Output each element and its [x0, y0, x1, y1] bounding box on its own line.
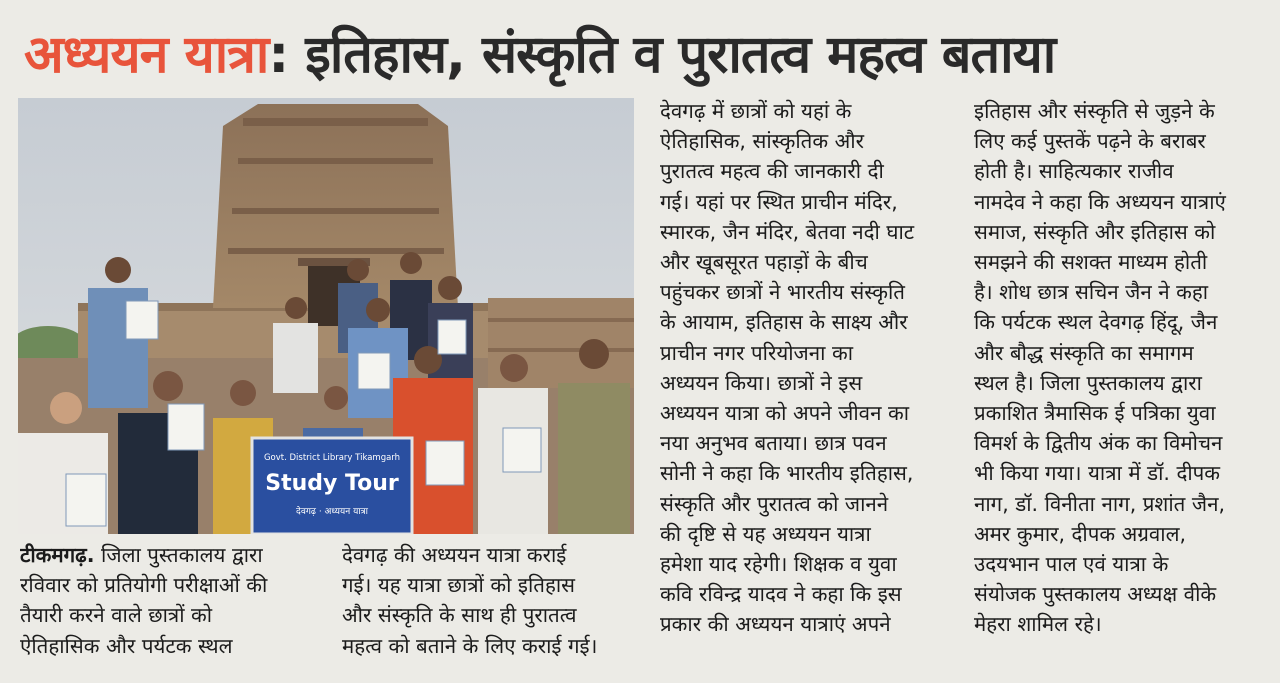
article-line: संस्कृति और पुरातत्व को जानने: [660, 491, 889, 516]
article-line: रविवार को प्रतियोगी परीक्षाओं की: [20, 573, 268, 598]
article-line: है। शोध छात्र सचिन जैन ने कहा: [974, 280, 1209, 305]
dateline: टीकमगढ़.: [20, 543, 95, 567]
article-column-4: [974, 96, 1264, 676]
article-line: देवगढ़ की अध्ययन यात्रा कराई: [342, 543, 567, 567]
headline-separator: :: [268, 25, 306, 85]
study-tour-banner: [252, 438, 412, 534]
article-line: लिए कई पुस्तकें पढ़ने के बराबर: [974, 129, 1206, 154]
group-photo-illustration: [18, 98, 634, 534]
article-line: नाग, डॉ. विनीता नाग, प्रशांत जैन,: [974, 491, 1225, 516]
news-photo: [18, 98, 634, 534]
article-line: समाज, संस्कृति और इतिहास को: [974, 219, 1216, 244]
banner-title: Study Tour: [265, 471, 399, 496]
article-line: गई। यहां पर स्थित प्राचीन मंदिर,: [660, 189, 898, 214]
article-line: तैयारी करने वाले छात्रों को: [20, 603, 213, 628]
headline-main: इतिहास, संस्कृति व पुरातत्व महत्व बताया: [305, 25, 1056, 85]
banner-line-3: देवगढ़ · अध्ययन यात्रा: [296, 507, 368, 517]
article-line: अमर कुमार, दीपक अग्रवाल,: [974, 521, 1186, 546]
article-line: नया अनुभव बताया। छात्र पवन: [660, 431, 887, 456]
article-line: प्रकार की अध्ययन यात्राएं अपने: [660, 612, 891, 637]
article-line: मेहरा शामिल रहे।: [974, 612, 1102, 637]
article-line: देवगढ़ में छात्रों को यहां के: [660, 99, 852, 123]
article-line: विमर्श के द्वितीय अंक का विमोचन: [974, 431, 1223, 456]
article-line: कि पर्यटक स्थल देवगढ़ हिंदू, जैन: [974, 310, 1218, 335]
article-line: समझने की सशक्त माध्यम होती: [974, 250, 1208, 275]
headline: [24, 14, 1264, 96]
article-line: होती है। साहित्यकार राजीव: [974, 159, 1174, 184]
article-line: स्मारक, जैन मंदिर, बेतवा नदी घाट: [660, 219, 915, 244]
article-line: कवि रविन्द्र यादव ने कहा कि इस: [660, 582, 902, 607]
article-column-2: [342, 540, 638, 680]
article-line: और खूबसूरत पहाड़ों के बीच: [660, 250, 868, 275]
article-line: की दृष्टि से यह अध्ययन यात्रा: [660, 521, 871, 546]
article-line: संयोजक पुस्तकालय अध्यक्ष वीके: [974, 582, 1217, 607]
article-line: सोनी ने कहा कि भारतीय इतिहास,: [660, 461, 914, 486]
article-line: जिला पुस्तकालय द्वारा: [101, 543, 263, 567]
article-line: पुरातत्व महत्व की जानकारी दी: [660, 159, 884, 184]
article-line: प्राचीन नगर परियोजना का: [660, 340, 854, 365]
banner-line-1: Govt. District Library Tikamgarh: [263, 453, 401, 463]
article-line: इतिहास और संस्कृति से जुड़ने के: [974, 99, 1215, 123]
article-column-1: [20, 540, 330, 680]
article-line: अध्ययन यात्रा को अपने जीवन का: [660, 401, 910, 426]
article-column-3: [660, 96, 958, 676]
article-line: पहुंचकर छात्रों ने भारतीय संस्कृति: [660, 280, 905, 305]
headline-kicker: अध्ययन यात्रा: [24, 25, 269, 85]
article-line: के आयाम, इतिहास के साक्ष्य और: [660, 310, 908, 335]
article-line: उदयभान पाल एवं यात्रा के: [974, 552, 1169, 577]
article-line: नामदेव ने कहा कि अध्ययन यात्राएं: [974, 189, 1226, 214]
article-line: प्रकाशित त्रैमासिक ई पत्रिका युवा: [974, 401, 1216, 426]
article-line: और संस्कृति के साथ ही पुरातत्व: [342, 603, 577, 628]
article-line: महत्व को बताने के लिए कराई गई।: [342, 633, 598, 658]
article-line: भी किया गया। यात्रा में डॉ. दीपक: [974, 461, 1221, 486]
article-line: और बौद्ध संस्कृति का समागम: [974, 340, 1194, 365]
article-line: ऐतिहासिक, सांस्कृतिक और: [660, 129, 864, 154]
article-line: ऐतिहासिक और पर्यटक स्थल: [20, 633, 233, 658]
article-line: गई। यह यात्रा छात्रों को इतिहास: [342, 573, 576, 598]
article-line: हमेशा याद रहेगी। शिक्षक व युवा: [660, 552, 897, 577]
article-line: अध्ययन किया। छात्रों ने इस: [660, 370, 863, 395]
article-line: स्थल है। जिला पुस्तकालय द्वारा: [974, 370, 1202, 395]
